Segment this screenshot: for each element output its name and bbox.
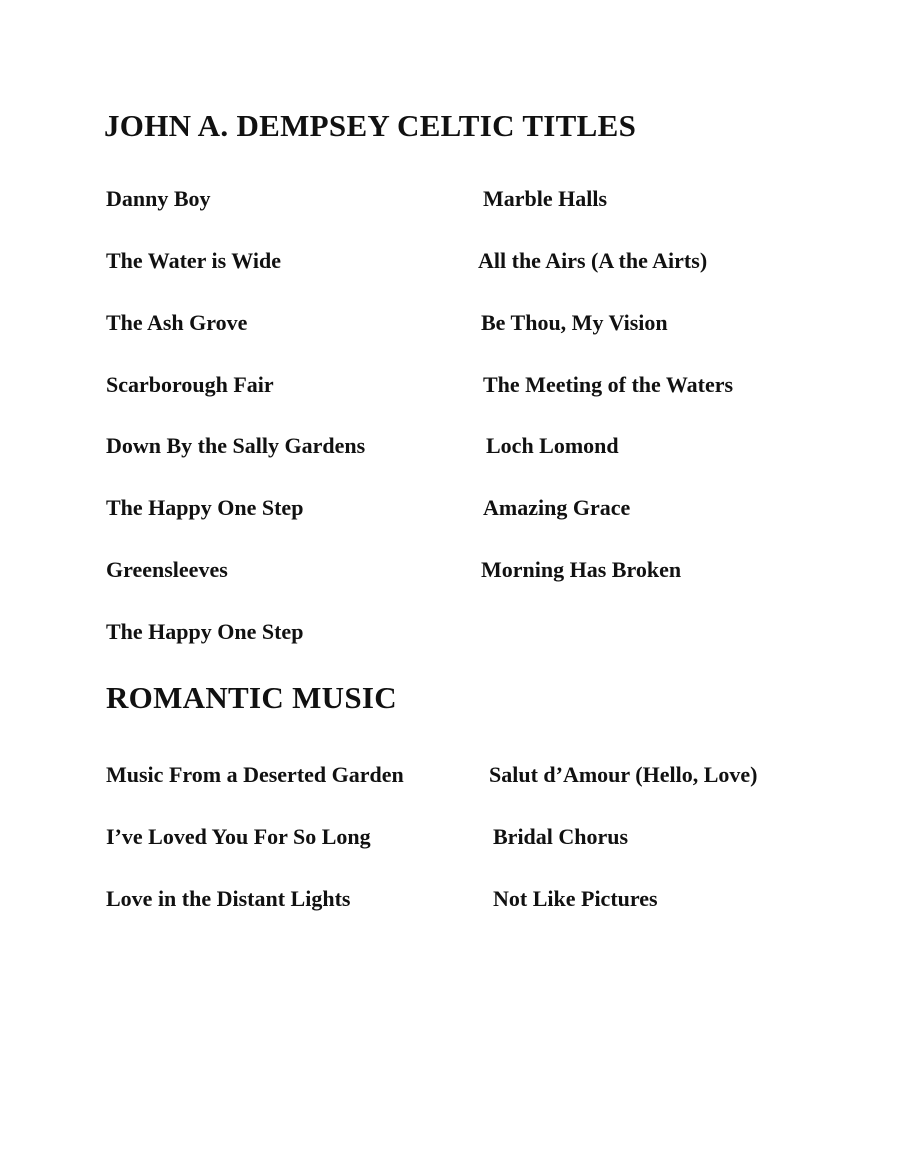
title-item: Danny Boy (106, 186, 211, 211)
title-item: Down By the Sally Gardens (106, 433, 366, 458)
title-item: Music From a Deserted Garden (106, 762, 404, 787)
title-item: Morning Has Broken (481, 557, 682, 582)
title-item: Scarborough Fair (106, 372, 274, 397)
title-item: Loch Lomond (486, 433, 619, 458)
title-item: Amazing Grace (483, 495, 631, 520)
title-item: The Meeting of the Waters (483, 372, 734, 397)
title-item: The Water is Wide (106, 248, 282, 273)
title-item: The Happy One Step (106, 619, 304, 644)
title-item: Love in the Distant Lights (106, 886, 351, 911)
title-item: Greensleeves (106, 557, 228, 582)
title-item: The Ash Grove (106, 310, 248, 335)
title-item: Bridal Chorus (493, 824, 629, 849)
section-title-romantic: ROMANTIC MUSIC (106, 680, 397, 715)
title-item: Be Thou, My Vision (481, 310, 668, 335)
title-item: I’ve Loved You For So Long (106, 824, 371, 849)
title-item: All the Airs (A the Airts) (478, 248, 708, 273)
title-item: Marble Halls (483, 186, 608, 211)
section-title-celtic: JOHN A. DEMPSEY CELTIC TITLES (104, 108, 637, 143)
title-item: Salut d’Amour (Hello, Love) (489, 762, 758, 787)
title-item: Not Like Pictures (493, 886, 658, 911)
title-item: The Happy One Step (106, 495, 304, 520)
